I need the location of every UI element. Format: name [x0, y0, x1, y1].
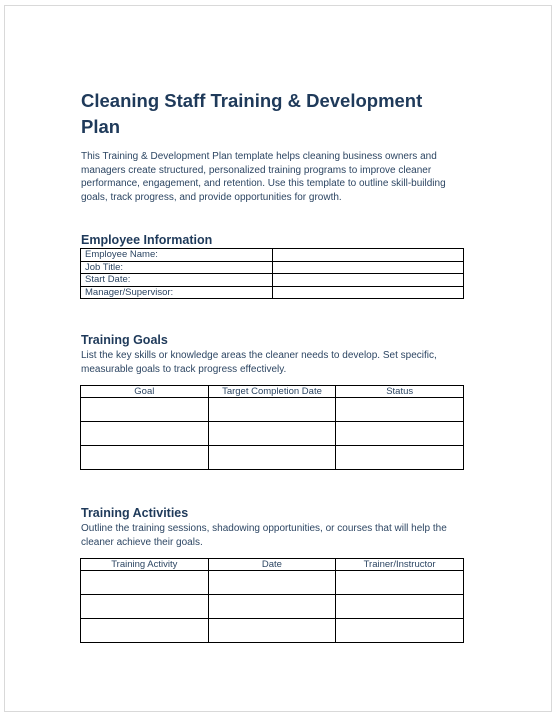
table-row — [81, 619, 464, 643]
table-row — [81, 274, 464, 287]
trainer-column-header: Trainer/Instructor — [336, 559, 464, 571]
goal-cell[interactable] — [81, 398, 209, 422]
activity-cell[interactable] — [81, 619, 209, 643]
training-goals-heading: Training Goals — [81, 333, 168, 347]
trainer-cell[interactable] — [336, 619, 464, 643]
training-activities-table — [80, 558, 464, 643]
employee-info-heading: Employee Information — [81, 233, 213, 247]
job-title-field[interactable] — [273, 261, 464, 274]
trainer-cell[interactable] — [336, 595, 464, 619]
table-row — [81, 286, 464, 299]
status-cell[interactable] — [336, 422, 464, 446]
date-cell[interactable] — [208, 619, 336, 643]
trainer-cell[interactable] — [336, 571, 464, 595]
table-row — [81, 595, 464, 619]
page-title: Cleaning Staff Training & Development Plan — [81, 90, 423, 137]
table-row — [81, 249, 464, 262]
table-row — [81, 571, 464, 595]
target-date-cell[interactable] — [208, 398, 336, 422]
status-cell[interactable] — [336, 446, 464, 470]
table-header-row — [81, 386, 464, 398]
training-goals-table — [80, 385, 464, 470]
start-date-field[interactable] — [273, 274, 464, 287]
target-date-cell[interactable] — [208, 446, 336, 470]
status-cell[interactable] — [336, 398, 464, 422]
table-row — [81, 422, 464, 446]
employee-info-table — [80, 248, 464, 299]
training-activities-heading: Training Activities — [81, 506, 189, 520]
activity-cell[interactable] — [81, 571, 209, 595]
manager-label: Manager/Supervisor: — [81, 286, 273, 299]
table-row — [81, 398, 464, 422]
goal-column-header: Goal — [81, 386, 209, 398]
goal-cell[interactable] — [81, 422, 209, 446]
target-date-cell[interactable] — [208, 422, 336, 446]
table-header-row — [81, 559, 464, 571]
training-goals-description: List the key skills or knowledge areas the cleaner needs to develop. Set specific, measurable goals to track progress effectively. — [81, 350, 437, 375]
manager-field[interactable] — [273, 286, 464, 299]
goal-cell[interactable] — [81, 446, 209, 470]
date-cell[interactable] — [208, 571, 336, 595]
status-column-header: Status — [336, 386, 464, 398]
date-column-header: Date — [208, 559, 336, 571]
table-row — [81, 446, 464, 470]
target-date-column-header: Target Completion Date — [208, 386, 336, 398]
table-row — [81, 261, 464, 274]
activity-cell[interactable] — [81, 595, 209, 619]
date-cell[interactable] — [208, 595, 336, 619]
start-date-label: Start Date: — [81, 274, 273, 287]
intro-paragraph: This Training & Development Plan template helps cleaning business owners and managers create structured, personalized training programs to improve cleaner performance, engagement, and retention. Use this template to outline skill-building goals, track progress, and provide opportunities for growth. — [81, 151, 446, 203]
activity-column-header: Training Activity — [81, 559, 209, 571]
employee-name-field[interactable] — [273, 249, 464, 262]
job-title-label: Job Title: — [81, 261, 273, 274]
employee-name-label: Employee Name: — [81, 249, 273, 262]
training-activities-description: Outline the training sessions, shadowing opportunities, or courses that will help the cleaner achieve their goals. — [81, 523, 447, 548]
